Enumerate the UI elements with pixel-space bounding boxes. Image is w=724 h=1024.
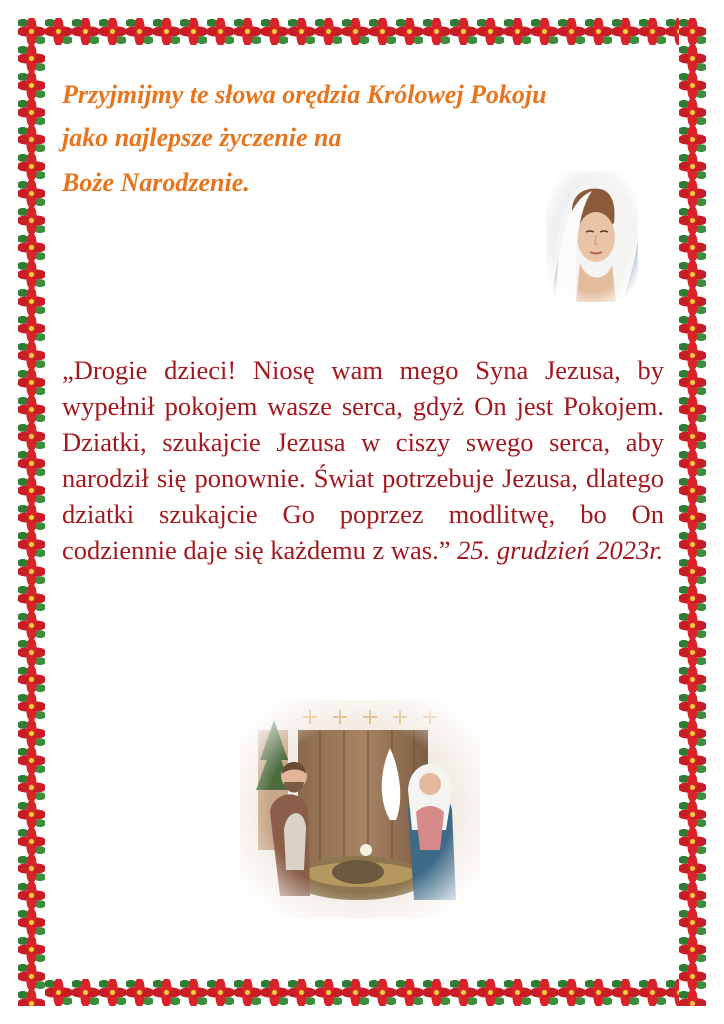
poinsettia-border-bottom (18, 979, 706, 1006)
medjugorje-message (62, 352, 664, 568)
poinsettia-border-left (18, 18, 45, 1006)
mary-portrait-image (546, 171, 638, 302)
message-date: 25. grudzień 2023r. (457, 535, 664, 565)
message-quote: „Drogie dzieci! Niosę wam mego Syna Jezusa, by wypełnił pokojem wasze serca, gdyż On jest Pokojem. Dziatki, szukajcie Jezusa w ciszy swego serca, aby narodził się ponownie. Świat potrzebuje Jezusa, dlatego dziatki szukajcie Go poprzez modlitwę, bo On codziennie daje się każdemu z was.” (62, 355, 664, 565)
nativity-scene-image (240, 700, 480, 918)
heading-line-1: Przyjmijmy te słowa orędzia Królowej Pokoju (62, 80, 547, 109)
poinsettia-border-right (679, 18, 706, 1006)
heading-line-2: jako najlepsze życzenie na (62, 123, 342, 152)
poinsettia-border-top (18, 18, 706, 45)
heading-line-3: Boże Narodzenie. (62, 168, 250, 197)
